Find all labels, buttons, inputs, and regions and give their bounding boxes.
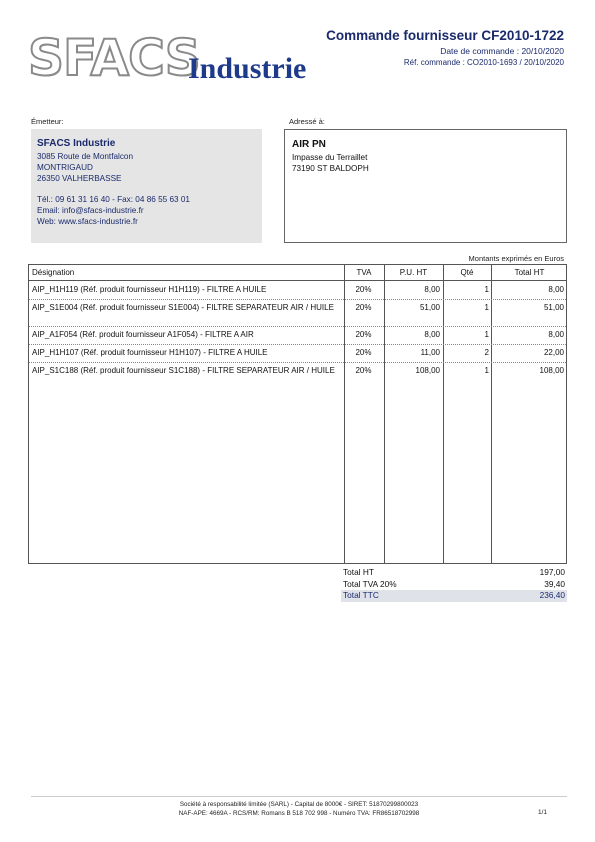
- total-tva-row: [341, 579, 567, 591]
- footer-divider: [31, 796, 567, 797]
- row-total: 22,00: [543, 348, 564, 357]
- header-designation: Désignation: [32, 268, 75, 277]
- row-designation: AIP_S1E004 (Réf. produit fournisseur S1E004) - FILTRE SEPARATEUR AIR / HUILE: [32, 303, 334, 312]
- addressee-address-line: 73190 ST BALDOPH: [292, 164, 369, 174]
- emitter-name: SFACS Industrie: [37, 138, 116, 149]
- total-ht-value: 197,00: [539, 567, 565, 577]
- row-tva: 20%: [355, 303, 372, 312]
- table-row: [29, 345, 566, 363]
- row-quantity: 2: [484, 348, 489, 357]
- table-row: [29, 327, 566, 345]
- row-designation: AIP_H1H119 (Réf. produit fournisseur H1H119) - FILTRE A HUILE: [32, 285, 267, 294]
- emitter-label: Émetteur:: [31, 117, 64, 126]
- total-ttc-label: Total TTC: [343, 590, 379, 600]
- row-designation: AIP_S1C188 (Réf. produit fournisseur S1C188) - FILTRE SEPARATEUR AIR / HUILE: [32, 366, 335, 375]
- total-ttc-row: [341, 590, 567, 602]
- row-unit-price: 11,00: [420, 348, 440, 357]
- header-unit-price: P.U. HT: [399, 268, 428, 277]
- total-ttc-value: 236,40: [539, 590, 565, 600]
- footer-line: NAF-APE: 4669A - RCS/RM: Romans B 518 702 998 - Numéro TVA: FR86518702998: [178, 810, 420, 817]
- row-total: 108,00: [539, 366, 564, 375]
- row-tva: 20%: [355, 366, 372, 375]
- addressee-box: [284, 129, 567, 243]
- legal-footer: [31, 800, 567, 818]
- table-row: [29, 300, 566, 327]
- total-tva-value: 39,40: [544, 578, 565, 589]
- company-logo: [28, 30, 318, 88]
- row-quantity: 1: [484, 285, 489, 294]
- footer-line: Société à responsabilité limitée (SARL) - Capital de 8000€ - SIRET: 51870299800023: [179, 801, 419, 808]
- row-unit-price: 8,00: [424, 285, 440, 294]
- row-unit-price: 108,00: [415, 366, 440, 375]
- emitter-address-line: MONTRIGAUD: [37, 163, 93, 173]
- document-title: Commande fournisseur CF2010-1722: [326, 28, 564, 43]
- currency-note: Montants exprimés en Euros: [468, 254, 564, 263]
- total-ht-row: [341, 567, 567, 579]
- row-designation: AIP_H1H107 (Réf. produit fournisseur H1H107) - FILTRE A HUILE: [32, 348, 268, 357]
- row-unit-price: 8,00: [424, 330, 440, 339]
- row-quantity: 1: [484, 303, 489, 312]
- logo-brand-text: SFACS: [28, 29, 200, 87]
- emitter-email: Email: info@sfacs-industrie.fr: [37, 205, 144, 215]
- header-total-ht: Total HT: [514, 268, 545, 277]
- order-date: Date de commande : 20/10/2020: [440, 46, 564, 56]
- emitter-phone: Tél.: 09 61 31 16 40 - Fax: 04 86 55 63 01: [37, 194, 190, 204]
- row-unit-price: 51,00: [419, 303, 440, 312]
- row-designation: AIP_A1F054 (Réf. produit fournisseur A1F054) - FILTRE A AIR: [32, 330, 254, 339]
- row-total: 8,00: [548, 330, 564, 339]
- emitter-address-line: 3085 Route de Montfalcon: [37, 152, 134, 161]
- row-tva: 20%: [355, 348, 372, 357]
- logo-suffix-text: Industrie: [188, 52, 307, 85]
- row-total: 8,00: [548, 285, 564, 294]
- table-row: [29, 282, 566, 300]
- row-quantity: 1: [484, 330, 489, 339]
- header-tva: TVA: [356, 268, 372, 277]
- row-total: 51,00: [543, 303, 564, 312]
- emitter-website: Web: www.sfacs-industrie.fr: [37, 217, 138, 227]
- emitter-box: [31, 129, 262, 243]
- row-tva: 20%: [355, 285, 372, 294]
- order-reference: Réf. commande : CO2010-1693 / 20/10/2020: [403, 58, 564, 67]
- emitter-address-line: 26350 VALHERBASSE: [37, 174, 122, 184]
- row-tva: 20%: [355, 330, 372, 339]
- addressee-address-line: Impasse du Terraillet: [292, 153, 368, 162]
- totals-block: [341, 567, 567, 602]
- header-quantity: Qté: [460, 268, 474, 277]
- total-ht-label: Total HT: [343, 567, 374, 577]
- addressee-name: AIR PN: [292, 139, 326, 150]
- table-row: [29, 363, 566, 390]
- addressee-label: Adressé à:: [289, 117, 325, 126]
- order-lines-table: [28, 264, 567, 564]
- page-number: 1/1: [537, 809, 547, 816]
- row-quantity: 1: [484, 366, 489, 375]
- total-tva-label: Total TVA 20%: [343, 578, 397, 589]
